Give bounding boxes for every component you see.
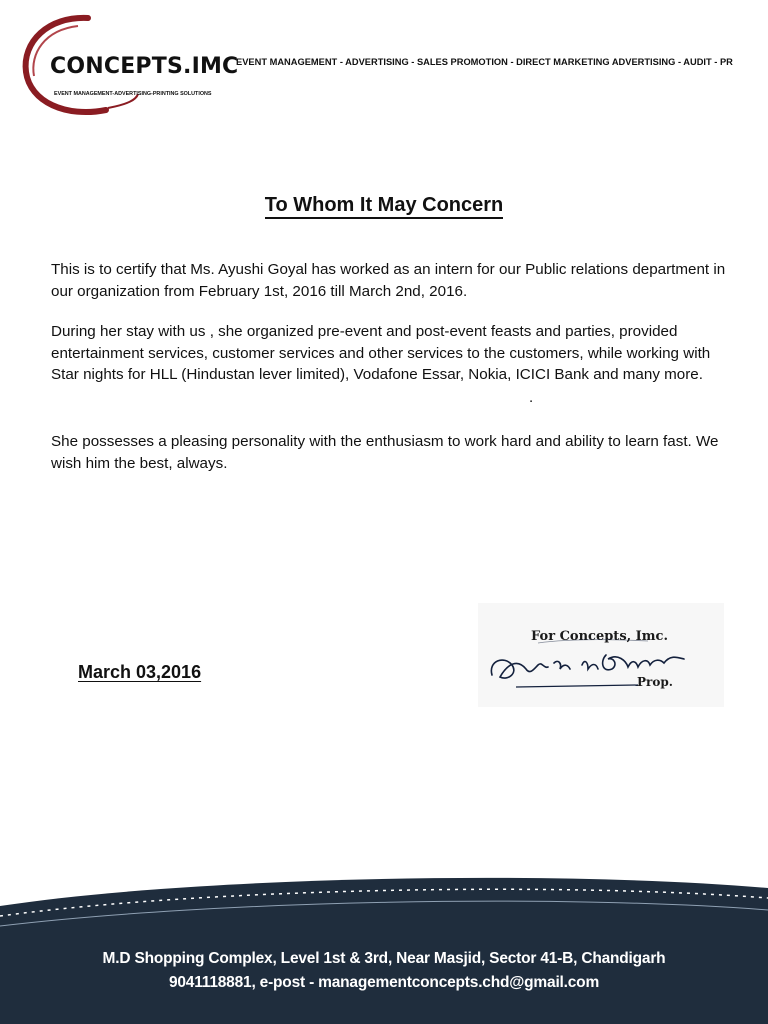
paragraph-3-text: She possesses a pleasing personality with the enthusiasm to work hard and ability to learn fast. We wish him the best, always. — [51, 433, 719, 472]
company-logo — [18, 14, 248, 118]
stray-dot: . — [529, 389, 534, 406]
stamp-for-line: For Concepts, Imc. — [531, 629, 668, 644]
stamp-designation: Prop. — [637, 675, 673, 689]
paragraph-personality — [51, 431, 731, 474]
letter-title — [0, 194, 768, 217]
paragraph-internship — [51, 259, 731, 302]
letter-date: March 03,2016 — [78, 662, 202, 682]
footer-address: M.D Shopping Complex, Level 1st & 3rd, Near Masjid, Sector 41-B, Chandigarh — [102, 950, 666, 967]
letter-title-text: To Whom It May Concern — [265, 194, 504, 219]
signature-icon — [478, 603, 724, 707]
footer-wave-icon — [0, 866, 768, 1024]
logo-name: CONCEPTS.IMC — [50, 54, 239, 79]
company-stamp — [478, 603, 724, 707]
logo-tagline: EVENT MANAGEMENT-ADVERTISING-PRINTING SOLUTIONS — [54, 91, 212, 97]
footer-contact: 9041118881, e-post - managementconcepts.chd@gmail.com — [168, 974, 600, 991]
paragraph-2-text: During her stay with us , she organized pre-event and post-event feasts and parties, provided entertainment services, customer services and other services to the customers, while working with Star nights for HLL (Hindustan lever limited), Vodafone Essar, Nokia, ICICI Bank and many more. — [51, 323, 711, 383]
footer-band — [0, 866, 768, 1024]
paragraph-duties — [51, 321, 731, 386]
paragraph-1-text: This is to certify that Ms. Ayushi Goyal has worked as an intern for our Public relations department in our organization from February 1st, 2016 till March 2nd, 2016. — [51, 261, 726, 300]
services-line: EVENT MANAGEMENT - ADVERTISING - SALES PROMOTION - DIRECT MARKETING ADVERTISING - AUDIT - PR — [236, 57, 733, 67]
